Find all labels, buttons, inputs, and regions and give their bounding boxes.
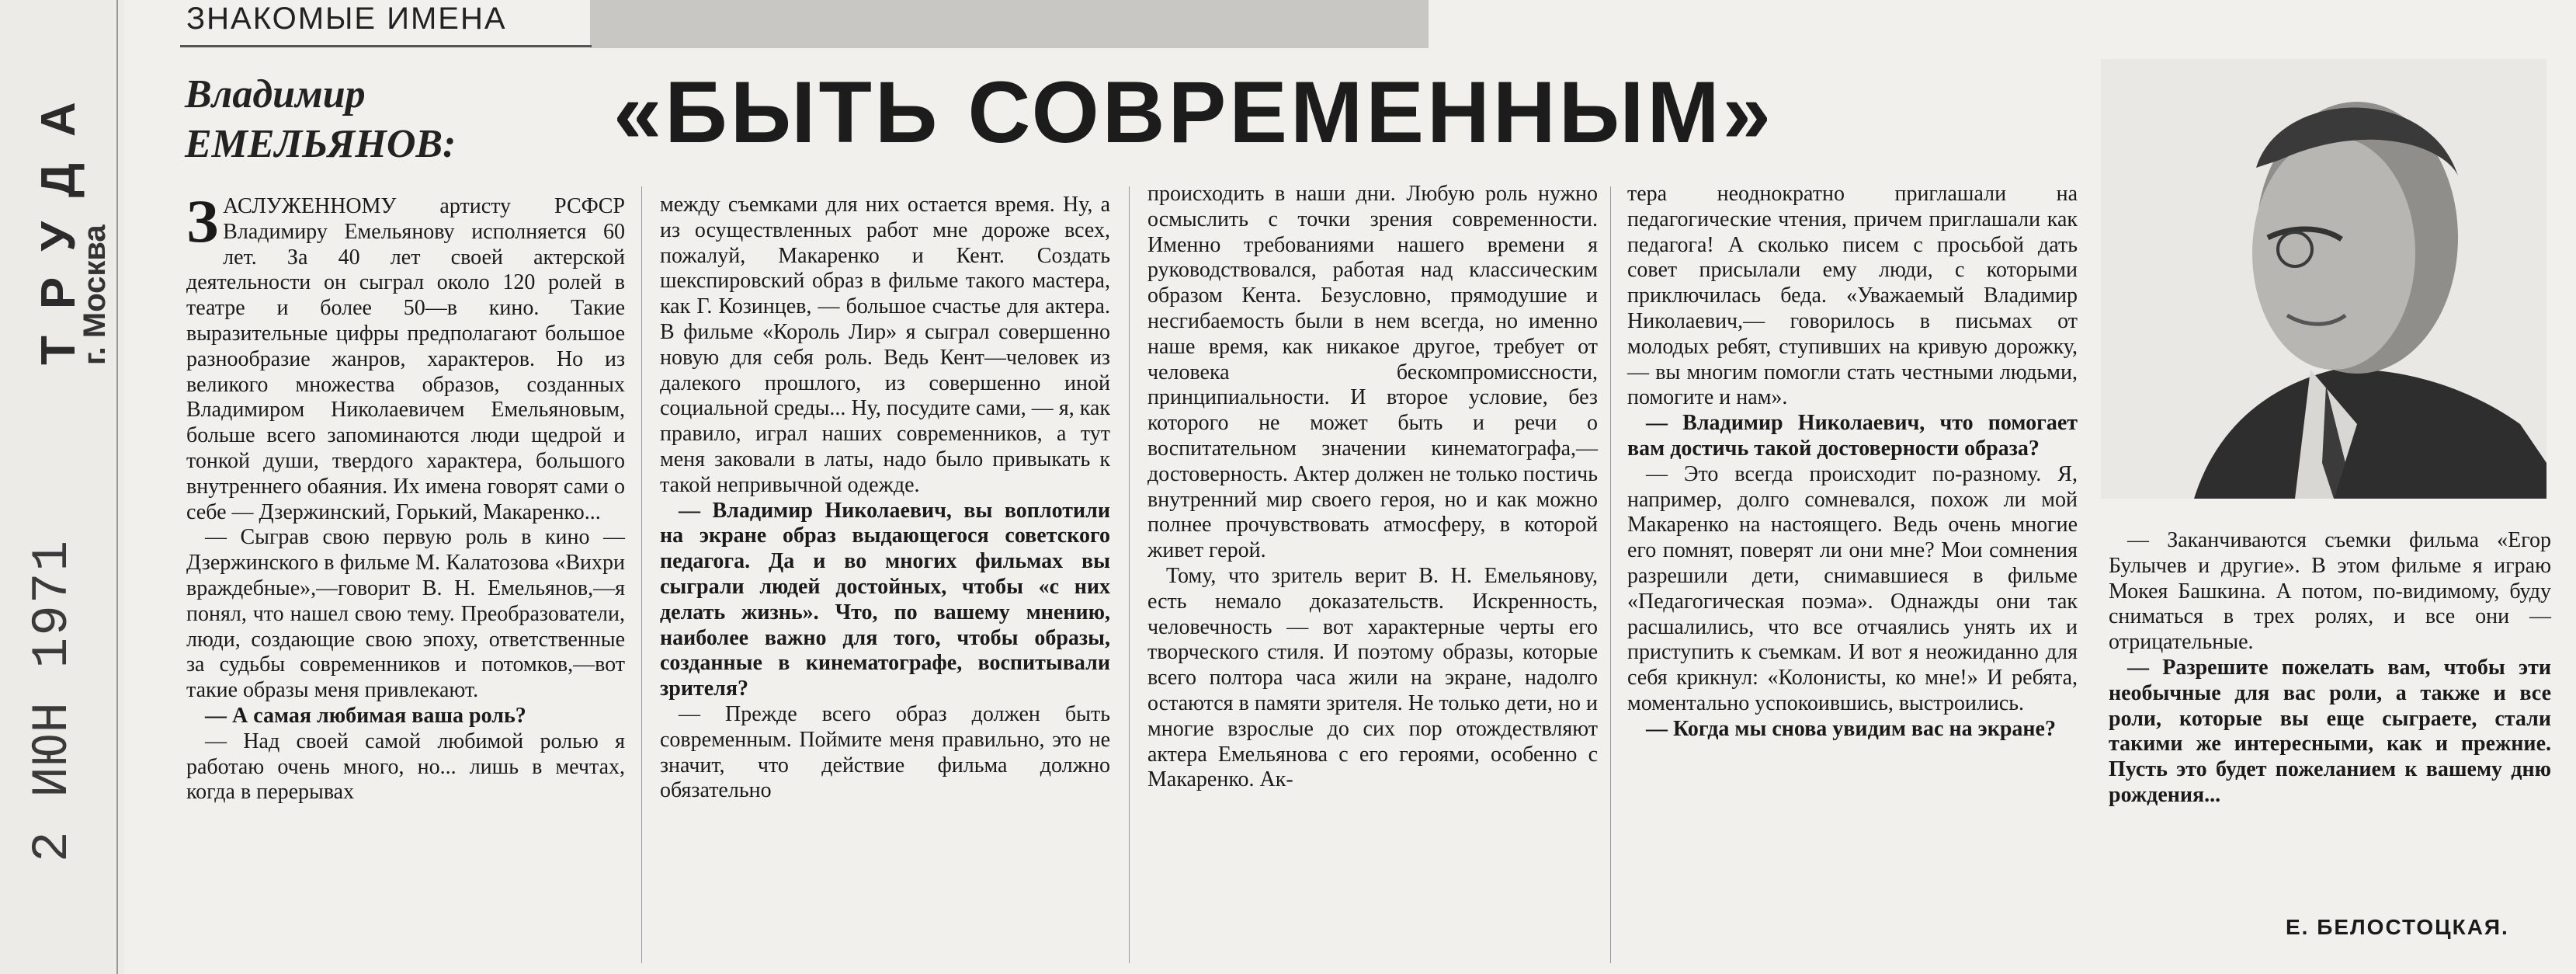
author-first-name: Владимир [185, 72, 366, 117]
question-text: — Разрешите пожелать вам, чтобы эти необычные для вас роли, а также и все роли, которые вы еще сыграете, стали такими же интересными, как и прежние. Пусть это будет пожеланием к вашему дню рождения... [2109, 655, 2551, 807]
question-text: — Когда мы снова увидим вас на экране? [1646, 716, 2056, 741]
question [1627, 411, 2078, 462]
question-text: — Владимир Николаевич, вы воплотили на экране образ выдающегося советского педагога. Да и во многих фильмах вы сыграли людей достойных, чтобы «с них делать жизнь». Что, по вашему мнению, наиболее важно для того, чтобы образы, созданные в кинематографе, воспитывали зрителя? [660, 498, 1110, 701]
question [186, 704, 625, 729]
signature: Е. БЕЛОСТОЦКАЯ. [2286, 915, 2509, 939]
paragraph: тера неоднократно приглашали на педагогические чтения, причем приглашали как педагога! А сколько писем с просьбой дать совет присылали ему люди, с которыми приключилась беда. «Уважаемый Владимир Николаевич,— говорилось в письмах от молодых ребят, ступивших на кривую дорожку,— вы многим помогли стать честными людьми, помогите и нам». [1627, 182, 2078, 410]
paragraph: между съемками для них остается время. Ну, а из осуществленных работ мне дороже всех, пожалуй, Макаренко и Кент. Создать шекспировский образ в фильме такого мастера, как Г. Козинцев, — большое счастье для актера. В фильме «Король Лир» я сыграл совершенно новую для себя роль. Ведь Кент—человек из далекого прошлого, из совершенно иной социальной среды... Ну, посудите сами, — я, как правило, играл наших современников, а тут меня заковали в латы, надо было привыкать к такой непривычной одежде. [660, 193, 1110, 497]
article-column-2 [660, 193, 1110, 804]
article-column-4 [1627, 182, 2078, 743]
question-text: — А самая любимая ваша роль? [205, 703, 526, 728]
date-stamp: 2 ИЮН 1971 [23, 538, 82, 862]
newspaper-name: ТРУДА [32, 75, 85, 365]
column-rule [1129, 186, 1130, 963]
paragraph: — Заканчиваются съемки фильма «Егор Булычев и другие». В этом фильме я играю Мокея Башкина. А потом, по-видимому, буду сниматься в трех ролях, и все они — отрицательные. [2109, 528, 2551, 655]
column-rule [1610, 186, 1611, 963]
paragraph-text: АСЛУЖЕННОМУ артисту РСФСР Владимиру Емельянову исполняется 60 лет. За 40 лет своей актерской деятельности он сыграл около 120 ролей в театре и более 50—в кино. Такие выразительные цифры предполагают большое разнообразие жанров, характеров. Но из великого множества образов, созданных Владимиром Николаевичем Емельяновым, больше всего запоминаются люди щедрой и тонкой души, твердого характера, большого внутреннего обаяния. Их имена говорят сами о себе — Дзержинский, Горький, Макаренко... [186, 194, 625, 524]
question [1627, 717, 2078, 743]
author-last-name: ЕМЕЛЬЯНОВ: [185, 122, 457, 166]
article-column-3 [1147, 182, 1598, 793]
question [2109, 656, 2551, 809]
paragraph: — Прежде всего образ должен быть современным. Поймите меня правильно, это не значит, что действие фильма должно обязательно [660, 701, 1110, 803]
portrait-illustration [2101, 59, 2546, 499]
paragraph: — Над своей самой любимой ролью я работаю очень много, но... лишь в мечтах, когда в перерывах [186, 729, 625, 805]
portrait-photo [2101, 59, 2546, 499]
question [660, 499, 1110, 702]
article-column-1 [186, 187, 625, 805]
section-divider [180, 45, 592, 47]
paragraph: происходить в наши дни. Любую роль нужно осмыслить с точки зрения современности. Именно требованиями нашего времени я руководствовался, работая над классическим образом Кента. Безусловно, прямодушие и несгибаемость были в нем всегда, но именно наше время, как никакое другое, требует от человека бескомпромиссности, принципиальности. И второе условие, без которого не может быть и речи о воспитательном значении кинематографа,— достоверность. Актер должен не только постичь внутренний мир своего героя, но и как можно полнее прочувствовать атмосферу, в которой живет герой. [1147, 182, 1598, 563]
newspaper-city: г. Москва [78, 224, 112, 365]
paragraph: — Это всегда происходит по-разному. Я, например, долго сомневался, похож ли мой Макаренко на настоящего. Ведь очень многие его помнят, поверят ли они мне? Мои сомнения разрешили дети, снимавшиеся в фильме «Педагогическая поэма». Однажды они так расшалились, что все отчаялись унять их и приступить к съемкам. И вот я неожиданно для себя крикнул: «Колонисты, ко мне!» И ребята, моментально успокоившись, выстроились. [1627, 461, 2078, 715]
author-name [185, 70, 456, 169]
question-text: — Владимир Николаевич, что помогает вам достичь такой достоверности образа? [1627, 411, 2078, 461]
margin-rule [116, 0, 118, 974]
section-label: ЗНАКОМЫЕ ИМЕНА [186, 2, 507, 36]
paragraph: Тому, что зритель верит В. Н. Емельянову, есть немало доказательств. Искренность, человечность — вот характерные черты его творческого стиля. И поэтому образы, которые всего полтора часа жили на экране, надолго остаются в памяти зрителя. Не только дети, но и многие взрослые до сих пор отождествляют актера Емельянова с его героями, особенно с Макаренко. Ак- [1147, 563, 1598, 792]
headline: «БЫТЬ СОВРЕМЕННЫМ» [613, 64, 1774, 161]
drop-cap: З [186, 187, 219, 255]
article-column-5 [2109, 528, 2551, 809]
column-rule [641, 186, 642, 963]
header-band [590, 0, 1429, 48]
paragraph: — Сыграв свою первую роль в кино — Дзержинского в фильме М. Калатозова «Вихри враждебные»,—говорит В. Н. Емельянов,—я понял, что нашел свою тему. Преобразователи, люди, создающие свою эпоху, ответственные за судьбы современников и потомков,—вот такие образы меня привлекают. [186, 525, 625, 703]
paragraph [186, 187, 625, 525]
